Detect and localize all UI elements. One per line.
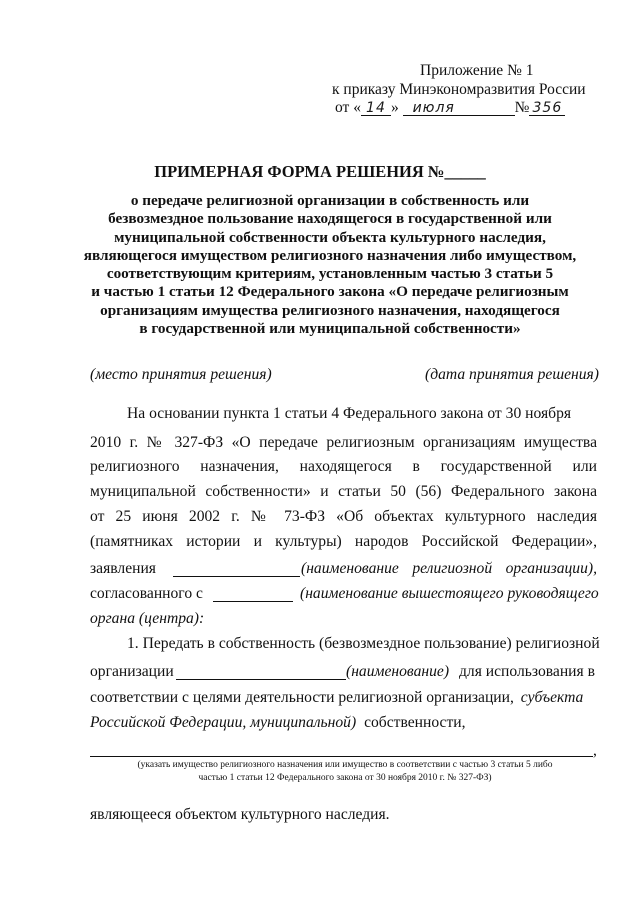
- subtitle-line: безвозмездное пользование находящегося в государственной или: [108, 210, 552, 228]
- item1-line3-text: соответствии с целями деятельности религиозной организации,: [90, 689, 514, 706]
- para1-line: от 25 июня 2002 г. № 73-ФЗ «Об объектах культурного наследия: [90, 508, 597, 525]
- date-prefix: от «: [335, 99, 361, 116]
- agreed-tail: органа (центра):: [90, 610, 205, 627]
- date-month-handwritten: июля: [403, 101, 515, 116]
- form-title: ПРИМЕРНАЯ ФОРМА РЕШЕНИЯ №_____: [154, 162, 486, 181]
- item1-line1: 1. Передать в собственность (безвозмездное пользование) религиозной: [127, 635, 600, 652]
- para1-line: 2010 г. № 327-ФЗ «О передаче религиозным организациям имущества: [90, 434, 597, 451]
- appendix-date-line: [335, 98, 585, 118]
- statement-word: заявления: [90, 560, 156, 577]
- para1-line: На основании пункта 1 статьи 4 Федерального закона от 30 ноября: [127, 405, 572, 422]
- subtitle-line: о передаче религиозной организации в собственность или: [130, 192, 530, 209]
- item1-line4: [90, 714, 466, 732]
- para1-line: муниципальной собственности» и статьи 50 (56) Федерального закона: [90, 483, 597, 500]
- form-subtitle: [70, 192, 590, 338]
- place-label: (место принятия решения): [90, 366, 272, 383]
- footnote-line2: частью 1 статьи 12 Федерального закона от 30 ноября 2010 г. № 327-ФЗ): [198, 773, 492, 783]
- statement-blank: [173, 576, 300, 577]
- item1-line4-tail: собственности,: [364, 714, 466, 731]
- item1-org-word: организации: [90, 663, 174, 680]
- subtitle-line: и частью 1 статьи 12 Федерального закона «О передаче религиозным: [91, 283, 569, 301]
- statement-hint: (наименование религиозной организации),: [301, 560, 597, 577]
- agreed-blank: [213, 601, 293, 602]
- subtitle-line: муниципальной собственности объекта культурного наследия,: [114, 228, 546, 246]
- subtitle-line: в государственной или муниципальной собственности»: [139, 320, 521, 338]
- item1-line4-italic: Российской Федерации, муниципальной): [90, 714, 357, 731]
- order-number-handwritten: 356: [529, 101, 565, 116]
- date-mid: »: [390, 99, 399, 116]
- date-label: (дата принятия решения): [425, 366, 599, 383]
- date-day-handwritten: 14: [361, 101, 391, 116]
- property-blank: [90, 756, 593, 757]
- para1-line: (памятниках истории и культуры) народов Российской Федерации»,: [90, 533, 597, 550]
- property-comma: ,: [593, 742, 597, 759]
- number-prefix: №: [514, 99, 530, 116]
- final-line: являющееся объектом культурного наследия.: [90, 806, 390, 823]
- item1-org-tail: для использования в: [459, 663, 595, 680]
- subtitle-line: организациям имущества религиозного назначения, находящегося: [100, 301, 560, 319]
- item1-line3-italic: субъекта: [520, 689, 584, 706]
- item1-org-blank: [176, 679, 346, 680]
- appendix-order: к приказу Минэкономразвития России: [332, 81, 586, 98]
- agreed-word: согласованного с: [90, 585, 203, 602]
- appendix-number: Приложение № 1: [420, 62, 534, 79]
- item1-org-hint: (наименование): [346, 663, 450, 680]
- agreed-hint: (наименование вышестоящего руководящего: [300, 585, 599, 602]
- item1-line3: [90, 689, 583, 707]
- subtitle-line: соответствующим критериям, установленным частью 3 статьи 5: [106, 265, 554, 283]
- subtitle-line: являющегося имуществом религиозного назначения либо имуществом,: [83, 246, 577, 264]
- footnote-line1: (указать имущество религиозного назначения или имущество в соответствии с частью 3 статьи 5 либо: [137, 760, 553, 770]
- para1-line: религиозного назначения, находящегося в государственной или: [90, 458, 597, 475]
